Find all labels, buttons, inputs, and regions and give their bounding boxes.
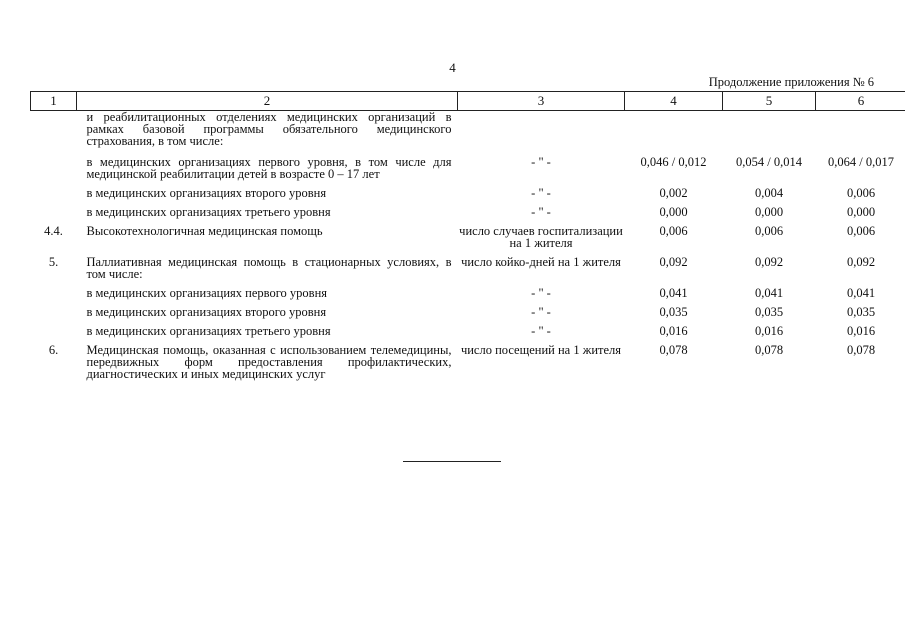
page-number: 4 [449, 60, 456, 75]
row-value-5: 0,006 [754, 223, 784, 238]
table-row [31, 218, 905, 249]
row-unit: - " - [531, 323, 551, 338]
row-value-4: 0,035 [659, 304, 688, 319]
row-value-5: 0,054 / 0,014 [736, 154, 802, 169]
row-number [31, 149, 77, 180]
header-col-5: 5 [723, 92, 816, 111]
row-number: 6. [48, 342, 59, 357]
row-unit: число посещений на 1 жителя [460, 342, 622, 357]
table-row [31, 111, 905, 149]
row-description: Высокотехнологичная медицинская помощь [86, 223, 323, 238]
row-value-4: 0,002 [659, 185, 688, 200]
row-value-5: 0,041 [754, 285, 784, 300]
row-number: 5. [48, 254, 59, 269]
row-value-4: 0,041 [659, 285, 688, 300]
row-number: 4.4. [44, 223, 63, 238]
row-value-6: 0,064 / 0,017 [828, 154, 894, 169]
row-value-6: 0,078 [846, 342, 876, 357]
row-value-5: 0,092 [754, 254, 784, 269]
row-unit: - " - [531, 154, 551, 169]
header-col-4: 4 [625, 92, 723, 111]
row-value-5: 0,004 [754, 185, 784, 200]
row-number [31, 180, 77, 199]
row-unit: - " - [531, 204, 551, 219]
row-value-6: 0,006 [846, 223, 876, 238]
row-description: в медицинских организациях первого уровня [86, 285, 328, 300]
header-col-1: 1 [31, 92, 77, 111]
row-value-4 [625, 111, 723, 149]
table-row [31, 299, 905, 318]
footnote-rule [403, 461, 501, 462]
row-value-6: 0,000 [846, 204, 876, 219]
row-value-4: 0,006 [659, 223, 688, 238]
row-unit: число койко-дней на 1 жителя [461, 254, 621, 269]
header-row [31, 92, 905, 111]
row-value-6: 0,041 [846, 285, 876, 300]
table-row [31, 337, 905, 380]
row-value-6: 0,006 [846, 185, 876, 200]
row-value-4: 0,078 [659, 342, 688, 357]
table-row [31, 149, 905, 180]
table-row [31, 180, 905, 199]
row-description: Медицинская помощь, оказанная с использованием телемедицины, передвижных форм предоставления профилактических, диагностических и иных медицинских услуг [86, 342, 452, 381]
table-row [31, 318, 905, 337]
row-description: в медицинских организациях второго уровня [86, 185, 327, 200]
row-number [31, 280, 77, 299]
row-value-4: 0,016 [659, 323, 688, 338]
row-unit: - " - [531, 285, 551, 300]
table-row [31, 249, 905, 280]
header-col-6: 6 [816, 92, 905, 111]
row-value-6 [816, 111, 905, 149]
row-unit [458, 111, 625, 149]
row-value-6: 0,035 [846, 304, 876, 319]
row-description: и реабилитационных отделениях медицинских организаций в рамках базовой программы обязательного медицинского страхования, в том числе: [86, 110, 452, 148]
row-value-6: 0,016 [846, 323, 876, 338]
row-value-4: 0,092 [659, 254, 688, 269]
row-number [31, 111, 77, 149]
row-description: в медицинских организациях третьего уровня [86, 323, 331, 338]
row-unit: число случаев госпитализации на 1 жителя [459, 223, 623, 250]
row-description: в медицинских организациях первого уровня, в том числе для медицинской реабилитации детей в возрасте 0 – 17 лет [86, 154, 452, 181]
row-value-5: 0,078 [754, 342, 784, 357]
row-value-6: 0,092 [846, 254, 876, 269]
row-value-5: 0,035 [754, 304, 784, 319]
row-number [31, 318, 77, 337]
table-row [31, 280, 905, 299]
row-unit: - " - [531, 304, 551, 319]
row-value-5: 0,000 [754, 204, 784, 219]
header-col-3: 3 [458, 92, 625, 111]
row-value-4: 0,046 / 0,012 [640, 154, 707, 169]
row-value-4: 0,000 [659, 204, 688, 219]
table-row [31, 199, 905, 218]
continuation-note: Продолжение приложения № 6 [708, 75, 874, 89]
row-unit: - " - [531, 185, 551, 200]
row-description: в медицинских организациях второго уровня [86, 304, 327, 319]
row-description: Паллиативная медицинская помощь в стационарных условиях, в том числе: [86, 254, 452, 281]
row-number [31, 199, 77, 218]
header-col-2: 2 [77, 92, 458, 111]
row-number [31, 299, 77, 318]
row-description: в медицинских организациях третьего уровня [86, 204, 331, 219]
data-table [30, 91, 905, 380]
row-value-5 [723, 111, 816, 149]
row-value-5: 0,016 [754, 323, 784, 338]
